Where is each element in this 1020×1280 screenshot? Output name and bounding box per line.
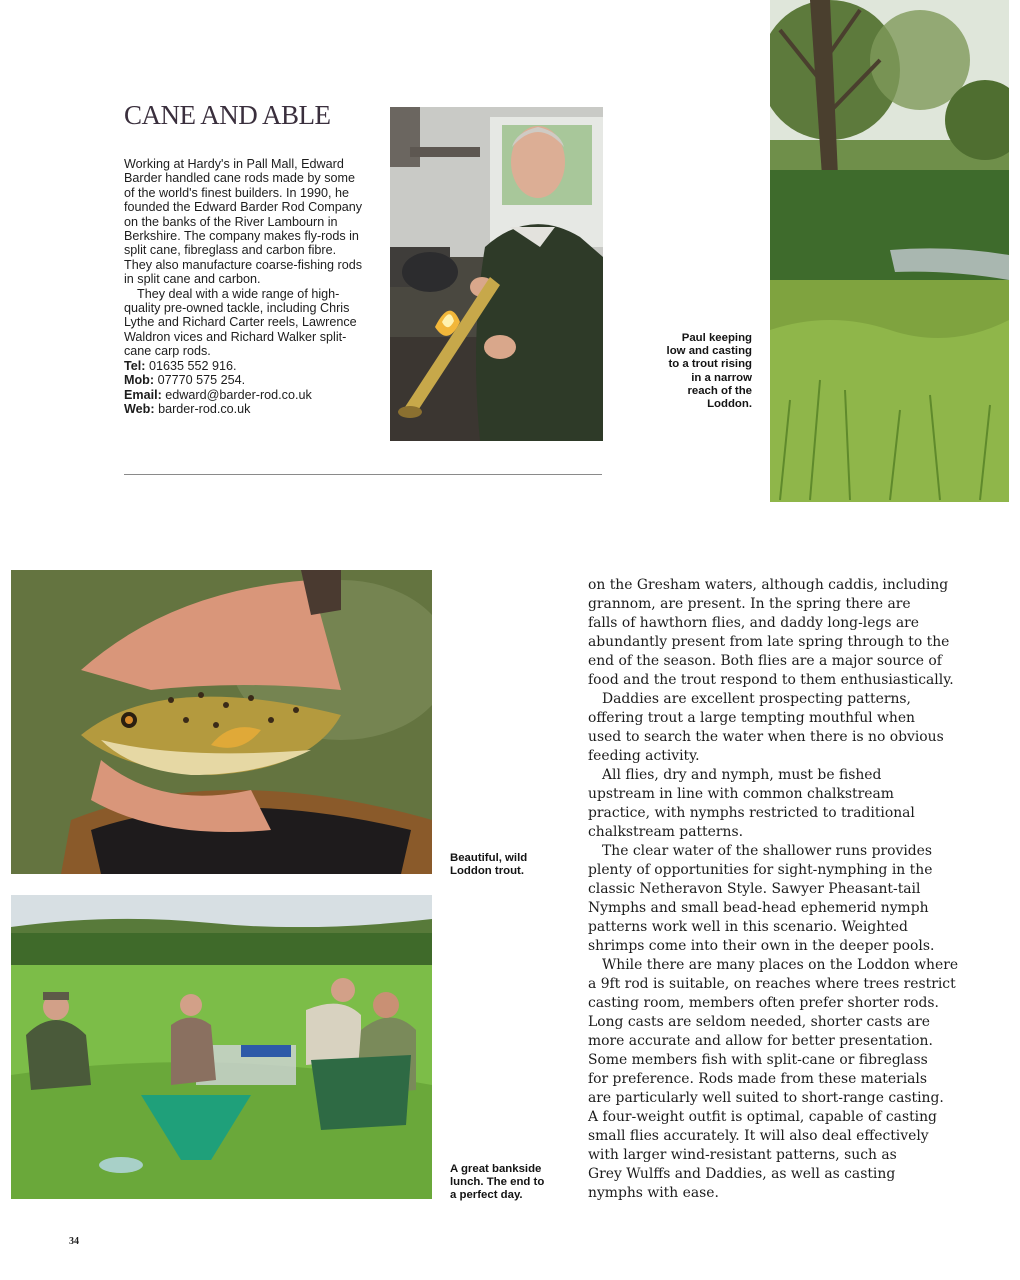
trout-caption (450, 852, 570, 878)
sidebar-paragraph: Working at Hardy's in Pall Mall, Edward Barder handled cane rods made by some of the world's finest builders. In 1990, he founded the Edward Barder Rod Company on the banks of the River Lambourn in Berkshire. The company makes fly-rods in split cane, fibreglass and carbon fibre. They also manufacture coarse-fishing rods in split cane and carbon. (124, 157, 363, 287)
contact-mob (124, 373, 364, 387)
caption-line: to a trout rising (668, 358, 752, 371)
caption-line: Loddon trout. (450, 865, 525, 878)
body-line: plenty of opportunities for sight-nymphing in the (588, 862, 933, 878)
contact-tel (124, 359, 364, 373)
body-line: feeding activity. (588, 748, 700, 764)
body-line: Daddies are excellent prospecting patterns, (602, 691, 911, 707)
contact-label: Mob: (124, 373, 155, 388)
body-line: small flies accurately. It will also deal effectively (588, 1128, 929, 1144)
caption-line: a perfect day. (450, 1189, 523, 1202)
body-line: All flies, dry and nymph, must be fished (602, 767, 882, 783)
caption-line: lunch. The end to (450, 1176, 545, 1189)
body-line: end of the season. Both flies are a major source of (588, 653, 942, 669)
contact-value: 07770 575 254. (157, 373, 246, 388)
body-line: patterns work well in this scenario. Weighted (588, 919, 908, 935)
body-line: nymphs with ease. (588, 1185, 719, 1201)
contact-email[interactable] (124, 388, 364, 402)
body-line: falls of hawthorn flies, and daddy long-legs are (588, 615, 920, 631)
body-line: A four-weight outfit is optimal, capable of casting (588, 1109, 937, 1125)
body-line: a 9ft rod is suitable, on reaches where trees restrict (588, 976, 956, 992)
contact-web[interactable] (124, 402, 364, 416)
caption-line: Paul keeping (681, 332, 752, 344)
body-line: grannom, are present. In the spring there are (588, 596, 911, 612)
river-caption (640, 332, 752, 411)
web-link[interactable]: barder-rod.co.uk (158, 401, 251, 416)
body-line: are particularly well suited to short-range casting. (588, 1090, 944, 1106)
sidebar-title: CANE AND ABLE (124, 100, 331, 130)
caption-line: reach of the (687, 384, 752, 397)
body-line: for preference. Rods made from these materials (588, 1071, 927, 1087)
body-line: classic Netheravon Style. Sawyer Pheasant-tail (588, 881, 921, 897)
lunch-caption (450, 1163, 580, 1203)
contact-value: 01635 552 916. (148, 358, 237, 373)
body-line: used to search the water when there is no obvious (588, 729, 944, 745)
body-line: Some members fish with split-cane or fibreglass (588, 1052, 928, 1068)
body-line: Nymphs and small bead-head ephemerid nymph (588, 900, 929, 916)
body-line: shrimps come into their own in the deeper pools. (588, 938, 935, 954)
caption-line: A great bankside (450, 1163, 542, 1175)
body-line: casting room, members often prefer shorter rods. (588, 995, 939, 1011)
contact-label: Web: (124, 401, 155, 416)
body-line: food and the trout respond to them enthusiastically. (588, 672, 954, 688)
bankside-lunch-photo (11, 895, 432, 1199)
body-line: upstream in line with common chalkstream (588, 786, 894, 802)
body-line: on the Gresham waters, although caddis, including (588, 577, 949, 593)
sidebar-paragraph: They deal with a wide range of high-quality pre-owned tackle, including Chris Lythe and Richard Carter reels, Lawrence Waldron vices and Richard Walker split-cane carp rods. (124, 286, 357, 359)
section-divider (124, 474, 602, 475)
body-line: chalkstream patterns. (588, 824, 743, 840)
caption-line: Loddon. (707, 398, 752, 411)
trout-photo (11, 570, 432, 874)
body-line: Grey Wulffs and Daddies, as well as casting (588, 1166, 896, 1182)
body-line: The clear water of the shallower runs provides (602, 843, 933, 859)
body-line: with larger wind-resistant patterns, such as (588, 1147, 897, 1163)
riverbank-photo (770, 0, 1009, 502)
body-line: offering trout a large tempting mouthful when (588, 710, 916, 726)
sidebar-body (124, 157, 364, 416)
caption-line: in a narrow (691, 371, 752, 384)
page-number: 34 (69, 1236, 79, 1247)
body-line: more accurate and allow for better presentation. (588, 1033, 933, 1049)
body-line: Long casts are seldom needed, shorter casts are (588, 1014, 930, 1030)
rod-maker-photo (390, 107, 603, 441)
caption-line: low and casting (666, 345, 752, 358)
email-link[interactable]: edward@barder-rod.co.uk (165, 387, 312, 402)
body-line: While there are many places on the Loddon where (602, 957, 959, 973)
contact-label: Email: (124, 387, 162, 402)
article-body (588, 576, 958, 1203)
body-line: abundantly present from late spring through to the (588, 634, 950, 650)
contact-label: Tel: (124, 358, 146, 373)
caption-line: Beautiful, wild (450, 852, 528, 864)
body-line: practice, with nymphs restricted to traditional (588, 805, 915, 821)
